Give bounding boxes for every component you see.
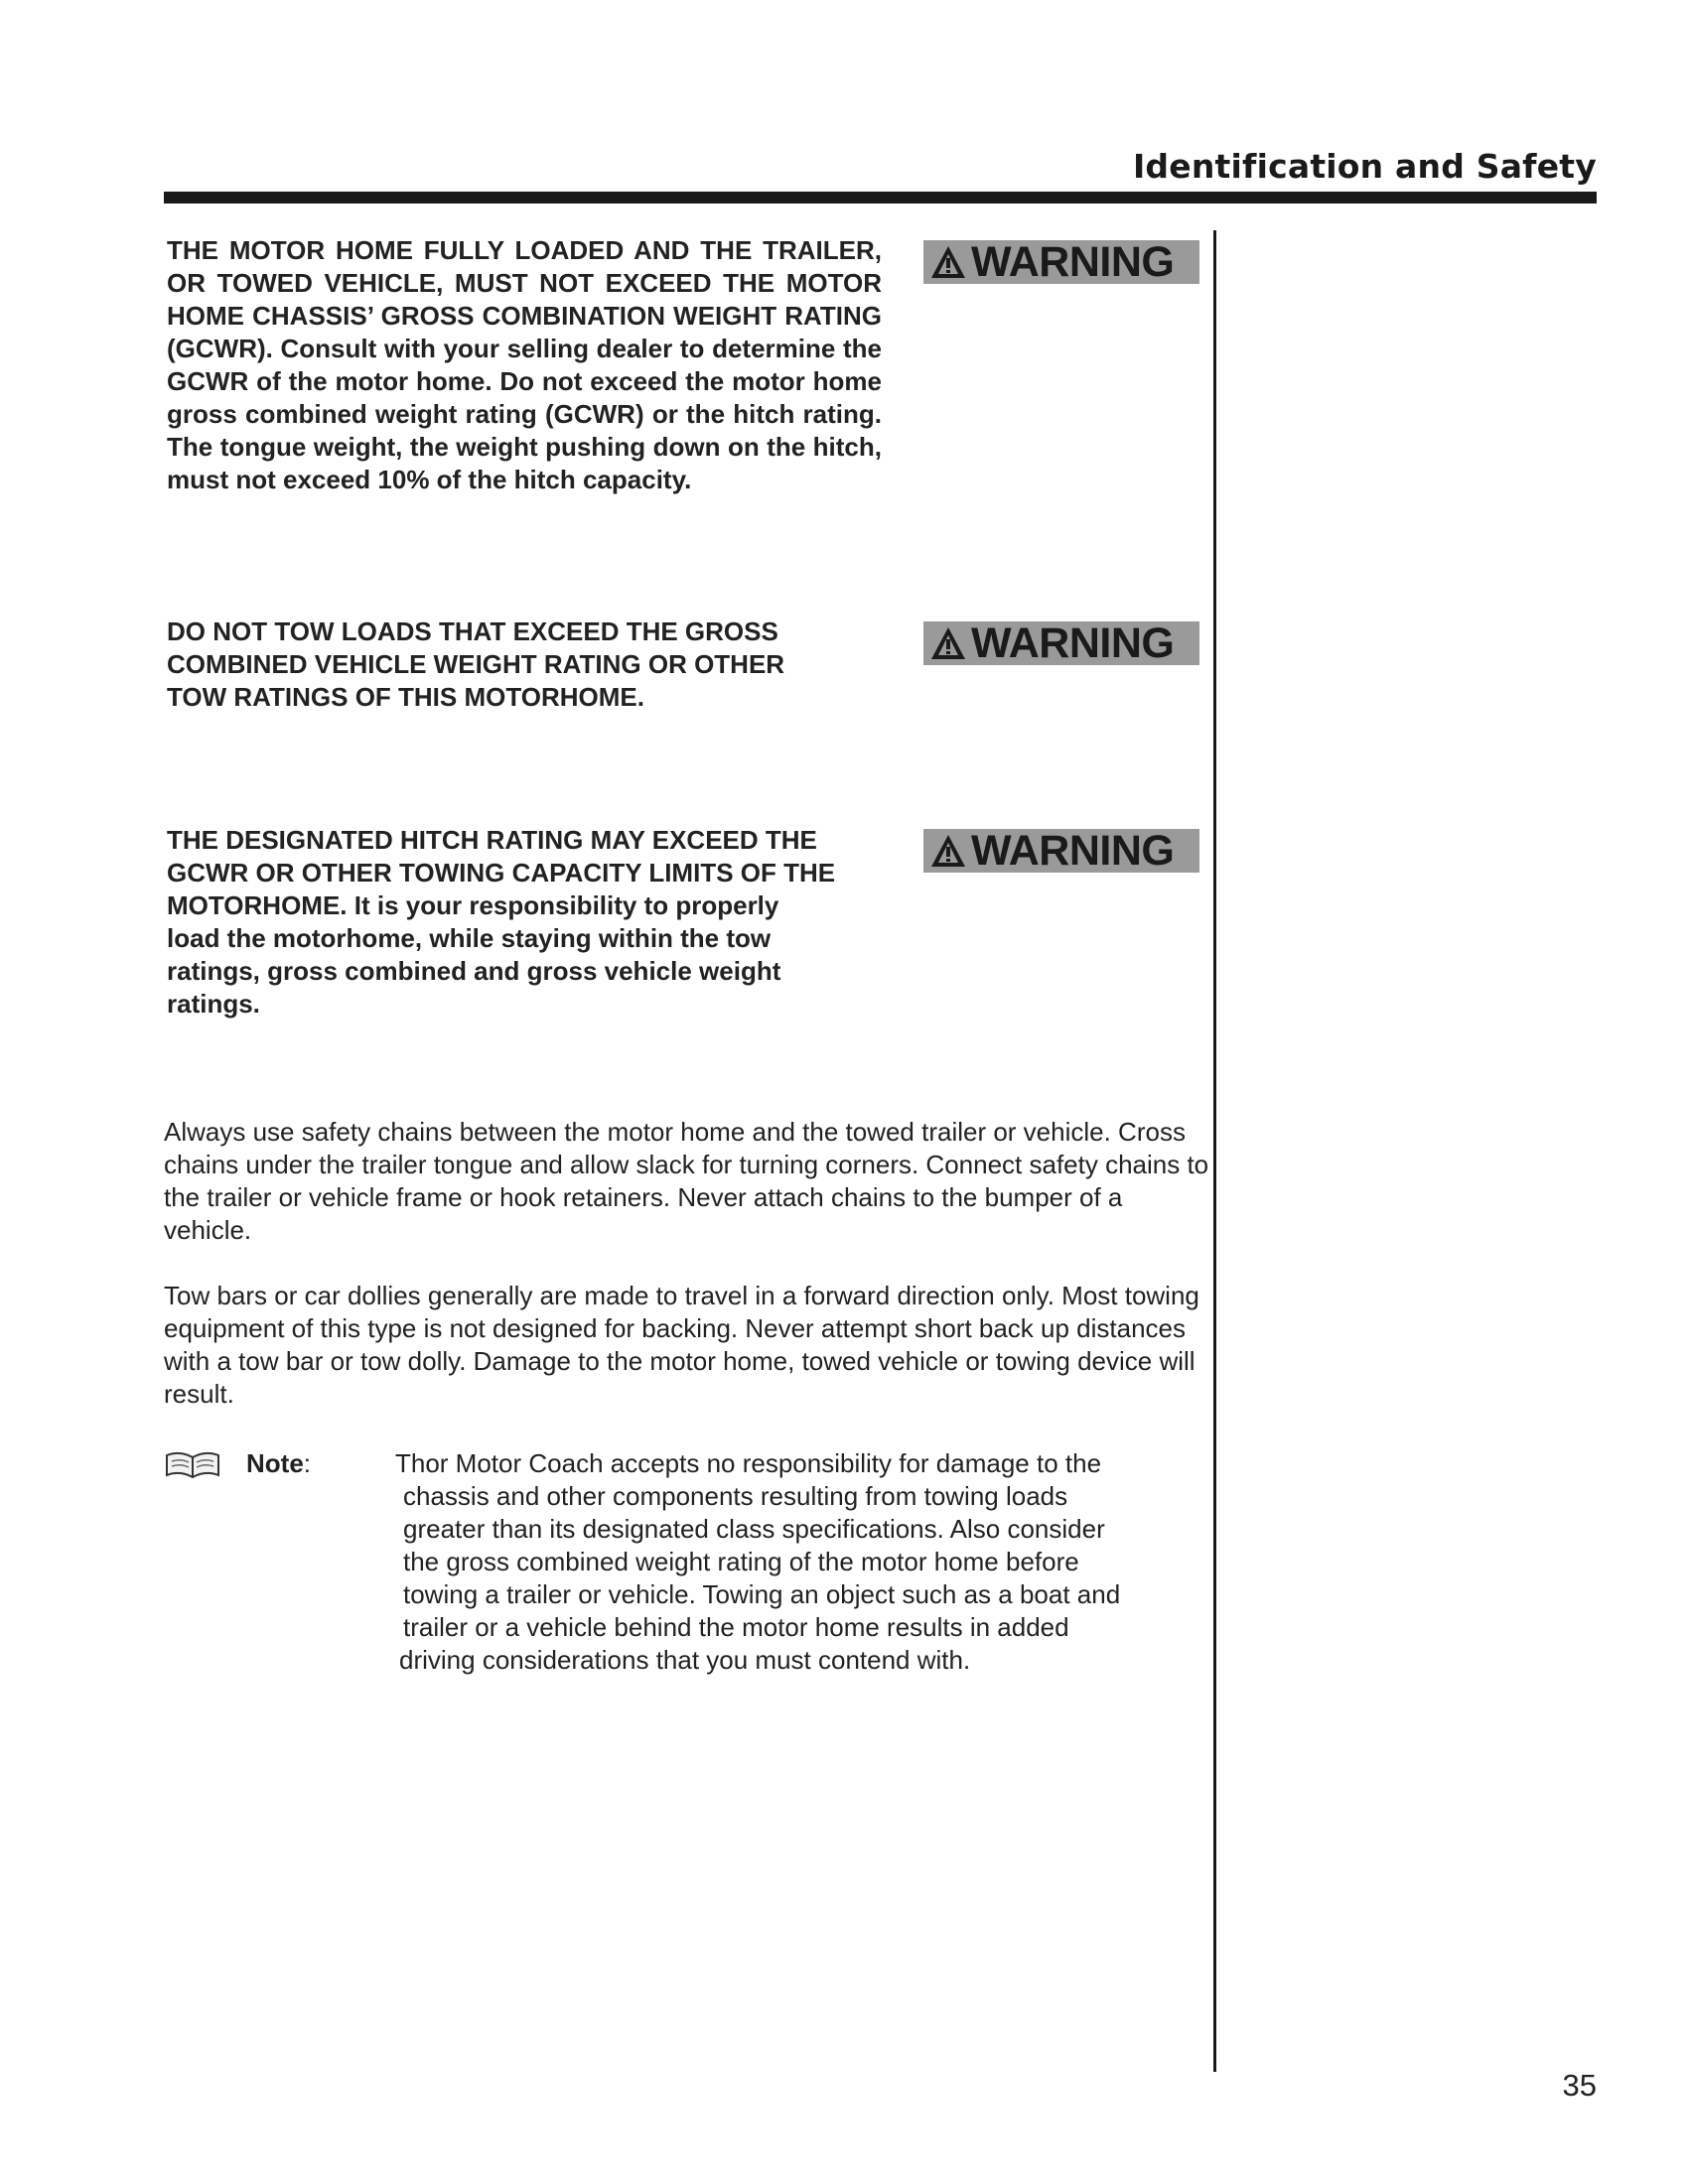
note-text [395, 1447, 1209, 1677]
warning-1-badge [923, 240, 1199, 284]
note-line: towing a trailer or vehicle. Towing an object such as a boat and [403, 1579, 1121, 1609]
warning-1-label: WARNING [971, 238, 1175, 286]
warning-2-text [167, 615, 882, 714]
warning-triangle-icon [929, 244, 967, 280]
page-number: 35 [1562, 2068, 1597, 2103]
section-title: Identification and Safety [1132, 147, 1597, 186]
note-line: trailer or a vehicle behind the motor home results in added [403, 1612, 1069, 1642]
warning-triangle-icon [929, 625, 967, 661]
warning-3-badge [923, 829, 1199, 873]
warning-3-line: load the motorhome, while staying within the tow [167, 923, 772, 953]
warning-3-line: ratings, gross combined and gross vehicle weight [167, 956, 781, 986]
note-line: greater than its designated class specifications. Also consider [403, 1514, 1105, 1544]
warning-3-line: THE DESIGNATED HITCH RATING MAY EXCEED THE [167, 825, 817, 855]
note-line: the gross combined weight rating of the motor home before [403, 1547, 1079, 1576]
note-line: Thor Motor Coach accepts no responsibility for damage to the [395, 1448, 1102, 1478]
warning-3-line: ratings. [167, 989, 260, 1019]
warning-3-text [167, 824, 882, 1021]
note-line: chassis and other components resulting from towing loads [403, 1481, 1068, 1511]
open-book-icon [164, 1449, 221, 1481]
warning-2-label: WARNING [971, 619, 1175, 667]
warning-2-line: DO NOT TOW LOADS THAT EXCEED THE GROSS [167, 616, 778, 646]
warning-3-label: WARNING [971, 827, 1175, 875]
warning-2-badge [923, 621, 1199, 665]
warning-1-text: THE MOTOR HOME FULLY LOADED AND THE TRAILER, OR TOWED VEHICLE, MUST NOT EXCEED THE MOTOR HOME CHASSIS’ GROSS COMBINATION WEIGHT RATING (GCWR). Consult with your selling dealer to determine the GCWR of the motor home. Do not exceed the motor home gross combined weight rating (GCWR) or the hitch rating. The tongue weight, the weight pushing down on the hitch, must not exceed 10% of the hitch capacity. [167, 235, 882, 494]
warning-triangle-icon [929, 833, 967, 869]
header-rule [164, 192, 1597, 204]
warning-2-line: COMBINED VEHICLE WEIGHT RATING OR OTHER [167, 649, 785, 679]
warning-2-line: TOW RATINGS OF THIS MOTORHOME. [167, 682, 644, 712]
note-line: driving considerations that you must contend with. [399, 1645, 971, 1675]
safety-chains-paragraph: Always use safety chains between the motor home and the towed trailer or vehicle. Cross chains under the trailer tongue and allow slack for turning corners. Connect safety chains to the trailer or vehicle frame or hook retainers. Never attach chains to the bumper of a vehicle. [164, 1117, 1209, 1245]
note-label: Note: [246, 1448, 312, 1478]
warning-3-line: MOTORHOME. It is your responsibility to properly [167, 890, 779, 920]
warning-3-line: GCWR OR OTHER TOWING CAPACITY LIMITS OF THE [167, 858, 836, 887]
tow-bars-paragraph: Tow bars or car dollies generally are made to travel in a forward direction only. Most towing equipment of this type is not designed for backing. Never attempt short back up distances with a tow bar or tow dolly. Damage to the motor home, towed vehicle or towing device will result. [164, 1281, 1199, 1409]
